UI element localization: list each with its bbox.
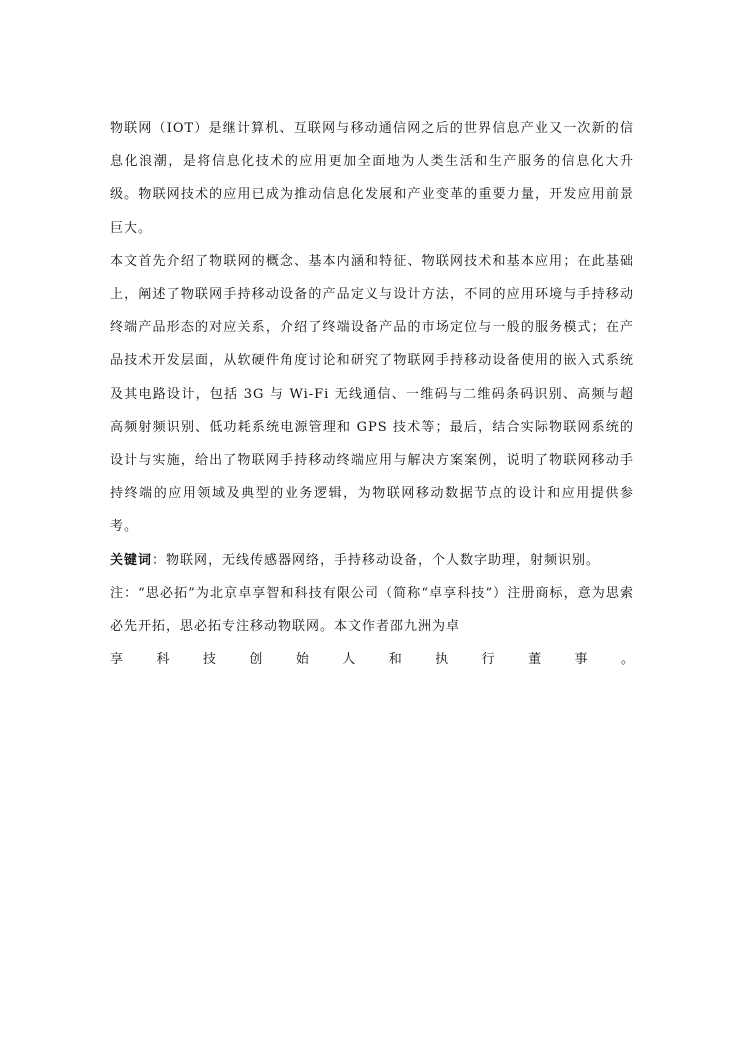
note-char: 人 <box>342 652 356 668</box>
keywords-text: ：物联网，无线传感器网络，手持移动设备，个人数字助理，射频识别。 <box>152 552 601 568</box>
note-char: 始 <box>295 652 309 668</box>
note-char: 事 <box>574 652 588 668</box>
note-char: 和 <box>388 652 402 668</box>
note-char: 董 <box>528 652 542 668</box>
keywords-label: 关键词 <box>110 552 153 568</box>
note-char: 执 <box>435 652 449 668</box>
intro-paragraph: 物联网（IOT）是继计算机、互联网与移动通信网之后的世界信息产业又一次新的信息化浪潮，是将信息化技术的应用更加全面地为人类生活和生产服务的信息化大升级。物联网技术的应用已成为推动信息化发展和产业变革的重要力量，开发应用前景巨大。 <box>110 121 634 236</box>
note-char: 科 <box>156 652 170 668</box>
note-last-line <box>110 643 634 676</box>
document-body <box>110 112 634 676</box>
keywords-paragraph <box>110 544 634 577</box>
note-char: 享 <box>110 652 124 668</box>
note-paragraph: 注：“思必拓”为北京卓享智和科技有限公司（简称“卓享科技”）注册商标，意为思索必先开拓，思必拓专注移动物联网。本文作者邵九洲为卓 <box>110 585 634 635</box>
note-char: 创 <box>249 652 263 668</box>
summary-paragraph: 本文首先介绍了物联网的概念、基本内涵和特征、物联网技术和基本应用；在此基础上，阐述了物联网手持移动设备的产品定义与设计方法，不同的应用环境与手持移动终端产品形态的对应关系，介绍了终端设备产品的市场定位与一般的服务模式；在产品技术开发层面，从软硬件角度讨论和研究了物联网手持移动设备使用的嵌入式系统及其电路设计，包括 3G 与 Wi-Fi 无线通信、一维码与二维码条码识别、高频与超高频射频识别、低功耗系统电源管理和 GPS 技术等；最后，结合实际物联网系统的设计与实施，给出了物联网手持移动终端应用与解决方案案例，说明了物联网移动手持终端的应用领域及典型的业务逻辑，为物联网移动数据节点的设计和应用提供参考。 <box>110 253 634 535</box>
note-char: 。 <box>620 652 634 668</box>
note-char: 行 <box>481 652 495 668</box>
note-char: 技 <box>202 652 216 668</box>
